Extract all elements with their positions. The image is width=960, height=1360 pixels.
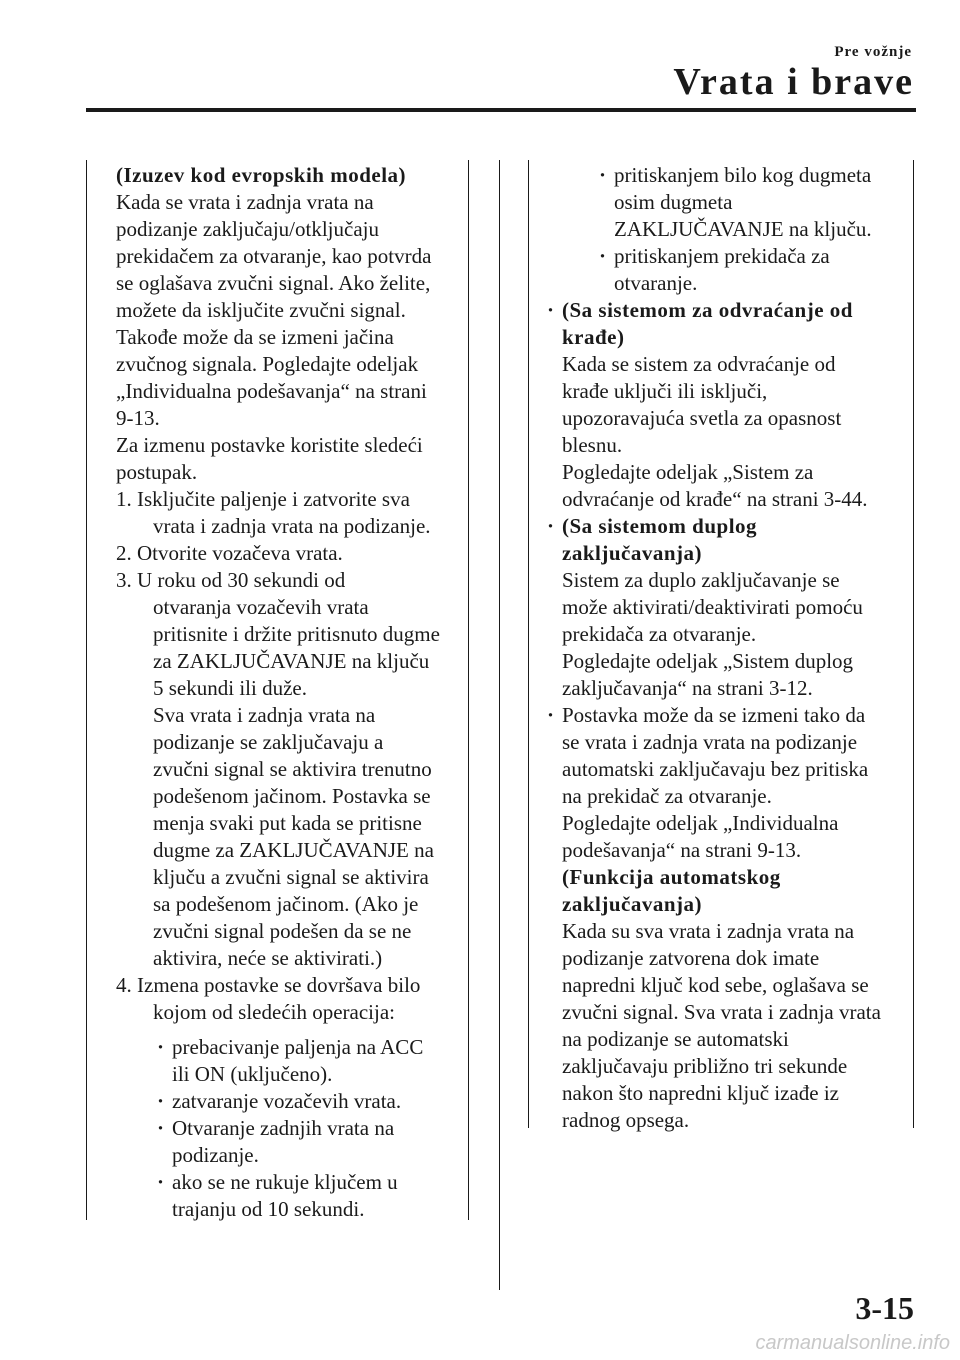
setting-line: podešavanja“ na strani 9-13. xyxy=(562,838,802,862)
theft-line: Pogledajte odeljak „Sistem za xyxy=(562,460,814,484)
step-3-line: dugme za ZAKLJUČAVANJE na xyxy=(153,838,434,862)
step-4-cont: kojom od sledećih operacija: xyxy=(153,1000,396,1024)
step-4: 4. Izmena postavke se dovršava bilo xyxy=(116,973,421,997)
autolock-heading: (Funkcija automatskog xyxy=(562,865,781,889)
left-column-rule xyxy=(86,160,87,1220)
section-heading: (Izuzev kod evropskih modela) xyxy=(116,163,407,187)
header-rule xyxy=(86,108,916,112)
list-item: · Otvaranje zadnjih vrata na xyxy=(172,1115,464,1142)
intro-line: se oglašava zvučni signal. Ako želite, xyxy=(116,271,431,295)
page-number: 3-15 xyxy=(855,1290,914,1326)
right-column xyxy=(562,162,912,1134)
theft-line: upozoravajuća svetla za opasnost xyxy=(562,406,842,430)
step-3-line: aktivira, neće se aktivirati.) xyxy=(153,946,383,970)
setting-line: automatski zaključavaju bez pritiska xyxy=(562,757,869,781)
list-item-cont: osim dugmeta xyxy=(614,190,733,214)
autolock-line: zaključavaju približno tri sekunde xyxy=(562,1054,848,1078)
operations-list-cont xyxy=(562,162,912,297)
operations-list xyxy=(116,1034,464,1223)
intro-line: postupak. xyxy=(116,460,198,484)
step-3: 3. U roku od 30 sekundi od xyxy=(116,568,346,592)
intro-line: „Individualna podešavanja“ na strani xyxy=(116,379,427,403)
step-3-line: podešenom jačinom. Postavka se xyxy=(153,784,431,808)
list-item-cont: trajanju od 10 sekundi. xyxy=(172,1197,365,1221)
double-lock-line: može aktivirati/deaktivirati pomoću xyxy=(562,595,863,619)
list-item: · prebacivanje paljenja na ACC xyxy=(172,1034,464,1061)
step-1: 1. Isključite paljenje i zatvorite sva xyxy=(116,487,410,511)
center-rule-left xyxy=(468,160,469,1220)
intro-line: Za izmenu postavke koristite sledeći xyxy=(116,433,423,457)
step-2: 2. Otvorite vozačeva vrata. xyxy=(116,541,343,565)
autolock-line: Kada su sva vrata i zadnja vrata na xyxy=(562,919,855,943)
header-section: Pre vožnje xyxy=(834,44,912,60)
step-3-line: podizanje se zaključavaju a xyxy=(153,730,384,754)
step-3-line: zvučni signal podešen da se ne xyxy=(153,919,412,943)
step-3-line: 5 sekundi ili duže. xyxy=(153,676,307,700)
left-column xyxy=(116,162,464,1223)
theft-heading-cont: krađe) xyxy=(562,325,625,349)
theft-line: krađe uključi ili isključi, xyxy=(562,379,768,403)
list-item-cont: otvaranje. xyxy=(614,271,698,295)
center-rule-right xyxy=(499,160,500,1290)
right-edge-rule xyxy=(913,160,914,1128)
theft-heading: · (Sa sistemom za odvraćanje od xyxy=(562,297,912,324)
list-item: · zatvaranje vozačevih vrata. xyxy=(172,1088,464,1115)
double-lock-line: zaključavanja“ na strani 3-12. xyxy=(562,676,813,700)
list-item-cont: ZAKLJUČAVANJE na ključu. xyxy=(614,217,872,241)
intro-line: prekidačem za otvaranje, kao potvrda xyxy=(116,244,432,268)
double-lock-line: Sistem za duplo zaključavanje se xyxy=(562,568,840,592)
footer-watermark: carmanualsonline.info xyxy=(755,1332,950,1354)
intro-line: Takođe može da se izmeni jačina xyxy=(116,325,394,349)
list-item-cont: podizanje. xyxy=(172,1143,259,1167)
autolock-line: radnog opsega. xyxy=(562,1108,690,1132)
autolock-line: napredni ključ kod sebe, oglašava se xyxy=(562,973,869,997)
double-lock-heading-cont: zaključavanja) xyxy=(562,541,702,565)
step-3-line: zvučni signal se aktivira trenutno xyxy=(153,757,432,781)
autolock-heading-cont: zaključavanja) xyxy=(562,892,702,916)
list-item: · pritiskanjem bilo kog dugmeta xyxy=(614,162,912,189)
intro-line: Kada se vrata i zadnja vrata na xyxy=(116,190,374,214)
step-3-line: pritisnite i držite pritisnuto dugme xyxy=(153,622,440,646)
step-3-line: sa podešenom jačinom. (Ako je xyxy=(153,892,419,916)
list-item: · pritiskanjem prekidača za xyxy=(614,243,912,270)
setting-line: na prekidač za otvaranje. xyxy=(562,784,772,808)
step-3-line: otvaranja vozačevih vrata xyxy=(153,595,369,619)
double-lock-heading: · (Sa sistemom duplog xyxy=(562,513,912,540)
autolock-line: zvučni signal. Sva vrata i zadnja vrata xyxy=(562,1000,881,1024)
step-1-cont: vrata i zadnja vrata na podizanje. xyxy=(153,514,431,538)
double-lock-line: prekidača za otvaranje. xyxy=(562,622,757,646)
step-3-line: za ZAKLJUČAVANJE na ključu xyxy=(153,649,430,673)
step-3-line: menja svaki put kada se pritisne xyxy=(153,811,422,835)
autolock-line: na podizanje se automatski xyxy=(562,1027,789,1051)
double-lock-line: Pogledajte odeljak „Sistem duplog xyxy=(562,649,854,673)
theft-line: Kada se sistem za odvraćanje od xyxy=(562,352,836,376)
step-3-line: Sva vrata i zadnja vrata na xyxy=(153,703,376,727)
theft-line: blesnu. xyxy=(562,433,623,457)
theft-line: odvraćanje od krađe“ na strani 3-44. xyxy=(562,487,868,511)
list-item-cont: ili ON (uključeno). xyxy=(172,1062,333,1086)
intro-line: možete da isključite zvučni signal. xyxy=(116,298,406,322)
step-3-line: ključu a zvučni signal se aktivira xyxy=(153,865,429,889)
setting-line: · Postavka može da se izmeni tako da xyxy=(562,702,912,729)
intro-line: zvučnog signala. Pogledajte odeljak xyxy=(116,352,419,376)
setting-line: se vrata i zadnja vrata na podizanje xyxy=(562,730,858,754)
intro-line: podizanje zaključaju/otključaju xyxy=(116,217,379,241)
intro-line: 9-13. xyxy=(116,406,160,430)
page-title: Vrata i brave xyxy=(673,61,914,103)
autolock-line: nakon što napredni ključ izađe iz xyxy=(562,1081,839,1105)
list-item: · ako se ne rukuje ključem u xyxy=(172,1169,464,1196)
right-column-rule xyxy=(528,160,529,1128)
autolock-line: podizanje zatvorena dok imate xyxy=(562,946,820,970)
setting-line: Pogledajte odeljak „Individualna xyxy=(562,811,839,835)
